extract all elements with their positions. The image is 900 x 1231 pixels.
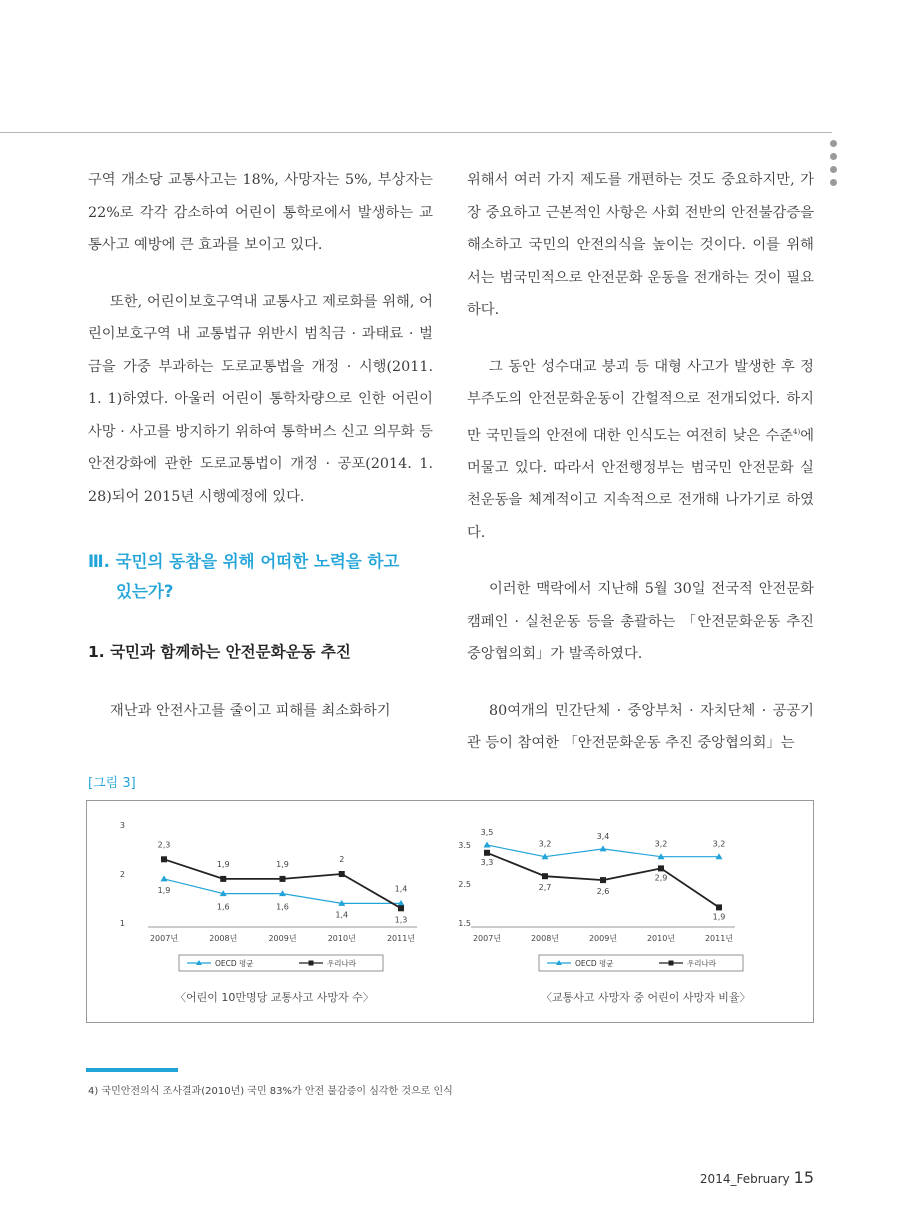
x-tick-label: 2011년 xyxy=(704,934,734,943)
y-tick-label: 1 xyxy=(119,919,125,928)
data-label: 1,6 xyxy=(276,902,289,912)
data-label: 2,3 xyxy=(157,840,171,850)
left-column xyxy=(88,164,433,513)
footnote-rule xyxy=(86,1068,178,1072)
figure-label: [그림 3] xyxy=(88,776,136,791)
x-tick-label: 2010년 xyxy=(327,934,356,943)
left-paragraph-1: 구역 개소당 교통사고는 18%, 사망자는 5%, 부상자는 22%로 각각 감소하여 어린이 통학로에서 발생하는 교통사고 예방에 큰 효과를 보이고 있다. xyxy=(88,172,433,253)
legend-marker xyxy=(669,961,674,966)
issue-label: 2014_February xyxy=(699,1172,790,1186)
right-paragraph-2b: 에 머물고 있다. 따라서 안전행정부는 범국민 안전문화 실천운동을 체계적이고 지속적으로 전개해 나가기로 하였다. xyxy=(467,427,814,541)
left-paragraph-2: 또한, 어린이보호구역내 교통사고 제로화를 위해, 어린이보호구역 내 교통법규 위반시 범칙금 · 과태료 · 벌금을 가중 부과하는 도로교통법을 개정 · 시행(2011. 1. 1)하였다. 아울러 어린이 통학차량으로 인한 어린이 사망 · 사고를 방지하기 위하여 통학버스 신고 의무화 등 안전강화에 관한 도로교통법이 개정 · 공포(2014. 1. 28)되어 2015년 시행예정에 있다. xyxy=(88,293,433,505)
data-point-square xyxy=(658,865,664,871)
data-label: 3,2 xyxy=(654,839,668,849)
data-point-square xyxy=(161,856,167,862)
data-label: 1,4 xyxy=(394,884,408,894)
right-paragraph-2a: 그 동안 성수대교 붕괴 등 대형 사고가 발생한 후 정부주도의 안전문화운동이 간헐적으로 전개되었다. 하지만 국민들의 안전에 대한 인식도는 여전히 낮은 수준 xyxy=(467,358,814,444)
data-label: 1,6 xyxy=(216,902,230,912)
x-tick-label: 2008년 xyxy=(209,934,238,943)
dot-icon xyxy=(830,140,837,147)
legend-label: OECD 평균 xyxy=(215,959,254,968)
data-label: 3,5 xyxy=(480,828,494,837)
figure-box xyxy=(86,800,814,1023)
section-paragraph-1: 재난과 안전사고를 줄이고 피해를 최소화하기 xyxy=(110,703,391,719)
data-point-square xyxy=(716,904,722,910)
data-label: 3,2 xyxy=(538,839,552,849)
y-tick-label: 1.5 xyxy=(458,919,471,928)
data-point-triangle xyxy=(161,875,168,881)
x-tick-label: 2009년 xyxy=(588,934,618,943)
right-paragraph-3: 이러한 맥락에서 지난해 5월 30일 전국적 안전문화 캠페인 · 실천운동 등을 총괄하는 「안전문화운동 추진 중앙협의회」가 발족하였다. xyxy=(467,581,814,663)
data-label: 1,9 xyxy=(157,885,171,895)
data-label: 1,9 xyxy=(216,859,230,869)
data-point-square xyxy=(600,877,606,883)
data-label: 1,9 xyxy=(712,912,726,922)
y-tick-label: 2 xyxy=(119,870,125,879)
right-paragraph-1: 위해서 여러 가지 제도를 개편하는 것도 중요하지만, 가장 중요하고 근본적인 사항은 사회 전반의 안전불감증을 해소하고 국민의 안전의식을 높이는 것이다. 이를 위해서는 범국민적으로 안전문화 운동을 전개하는 것이 필요하다. xyxy=(467,172,814,318)
data-label: 2,6 xyxy=(596,887,610,897)
legend-marker xyxy=(309,961,314,966)
legend-label: OECD 평균 xyxy=(575,959,614,968)
data-point-square xyxy=(398,905,404,911)
dot-icon xyxy=(830,166,837,173)
data-label: 1,3 xyxy=(394,915,408,925)
x-tick-label: 2010년 xyxy=(646,934,676,943)
x-tick-label: 2008년 xyxy=(530,934,560,943)
data-point-square xyxy=(280,876,286,882)
data-label: 2,7 xyxy=(538,883,552,893)
right-column xyxy=(467,164,814,760)
x-tick-label: 2011년 xyxy=(386,934,416,943)
data-label: 1,9 xyxy=(276,859,289,869)
subsection-title: 1. 국민과 함께하는 안전문화운동 추진 xyxy=(88,643,351,661)
header-rule xyxy=(0,132,832,133)
section-title-line-2: 있는가? xyxy=(116,582,174,601)
data-label: 3,3 xyxy=(480,857,494,867)
data-point-square xyxy=(220,876,226,882)
section-title xyxy=(88,547,438,607)
legend-label: 우리나라 xyxy=(687,959,716,968)
data-point-square xyxy=(339,871,345,877)
data-label: 2,9 xyxy=(654,873,668,883)
section-title-line-1: Ⅲ. 국민의 동참을 위해 어떠한 노력을 하고 xyxy=(88,552,400,571)
data-label: 3,4 xyxy=(596,831,610,841)
dot-icon xyxy=(830,153,837,160)
page-footer xyxy=(700,1168,814,1187)
y-tick-label: 3 xyxy=(119,821,125,830)
chart-caption-right: 〈교통사고 사망자 중 어린이 사망자 비율〉 xyxy=(541,991,751,1004)
data-label: 1,4 xyxy=(335,910,349,920)
footnote: 4) 국민안전의식 조사결과(2010년) 국민 83%가 안전 불감증이 심각한 것으로 인식 xyxy=(88,1086,453,1097)
right-paragraph-4: 80여개의 민간단체 · 중앙부처 · 자치단체 · 공공기관 등이 참여한 「안전문화운동 추진 중앙협의회」는 xyxy=(467,702,814,752)
x-tick-label: 2007년 xyxy=(472,934,502,943)
data-point-triangle xyxy=(484,842,491,848)
dot-icon xyxy=(830,179,837,186)
decorative-dots xyxy=(830,140,838,192)
data-label: 2 xyxy=(339,855,345,864)
chart-caption-left: 〈어린이 10만명당 교통사고 사망자 수〉 xyxy=(175,991,374,1004)
x-tick-label: 2007년 xyxy=(149,934,179,943)
right-paragraph-2 xyxy=(467,351,814,550)
footnote-ref[interactable]: 4) xyxy=(793,427,801,436)
x-tick-label: 2009년 xyxy=(268,934,297,943)
data-point-triangle xyxy=(600,845,607,851)
y-tick-label: 3.5 xyxy=(458,841,471,850)
y-tick-label: 2.5 xyxy=(458,880,471,889)
page-number: 15 xyxy=(793,1168,814,1187)
legend-label: 우리나라 xyxy=(327,959,356,968)
data-point-square xyxy=(542,873,548,879)
data-point-square xyxy=(484,850,490,856)
data-label: 3,2 xyxy=(712,839,726,849)
